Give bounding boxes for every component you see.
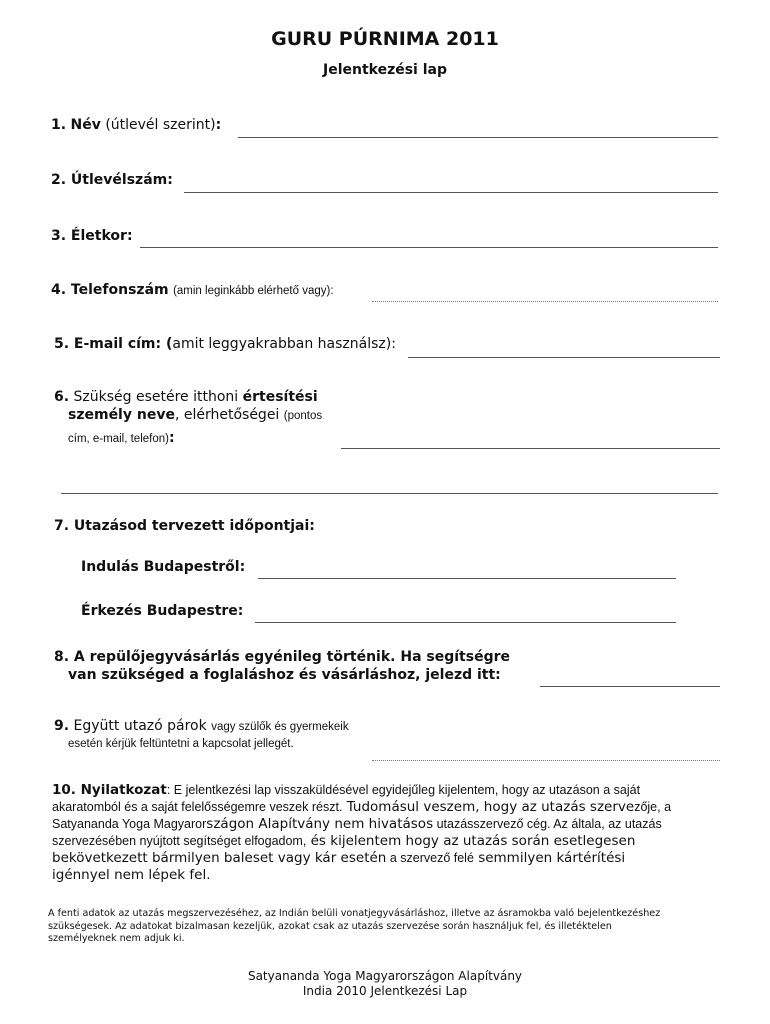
q7-departure-field[interactable] <box>258 578 676 579</box>
q3-label: 3. Életkor: <box>51 228 133 244</box>
footer <box>0 969 770 999</box>
q6-contact-field[interactable] <box>341 448 720 449</box>
q5-email-field[interactable] <box>408 357 720 358</box>
q1-label: 1. Név (útlevél szerint): <box>51 117 222 133</box>
q9-line2: esetén kérjük feltüntetni a kapcsolat jellegét. <box>68 738 294 750</box>
q8-line1: 8. A repülőjegyvásárlás egyénileg történik. Ha segítségre <box>54 649 510 665</box>
footer-doc: India 2010 Jelentkezési Lap <box>302 984 468 998</box>
q8-line2: van szükséged a foglaláshoz és vásárláshoz, jelezd itt: <box>68 667 501 683</box>
q1-name-field[interactable] <box>238 137 718 138</box>
q2-passport-field[interactable] <box>184 192 718 193</box>
q7-arrival-field[interactable] <box>255 622 676 623</box>
page-title: GURU PÚRNIMA 2011 <box>271 28 499 50</box>
q5-label: 5. E-mail cím: (amit leggyakrabban használsz): <box>54 336 396 352</box>
q9-companion-field[interactable] <box>372 760 720 761</box>
q4-label: 4. Telefonszám (amin leginkább elérhető vagy): <box>51 282 334 298</box>
q3-age-field[interactable] <box>140 247 718 248</box>
q4-phone-field[interactable] <box>372 301 718 302</box>
q9-line1: 9. Együtt utazó párok vagy szülők és gyermekeik <box>54 718 349 734</box>
q6-line2: személy neve, elérhetőségei (pontos <box>68 407 323 423</box>
q7-departure-label: Indulás Budapestről: <box>81 559 246 575</box>
q6-line3: cím, e-mail, telefon): <box>68 430 175 446</box>
privacy-notice: A fenti adatok az utazás megszervezéséhez, az Indián belüli vonatjegyvásárláshoz, illetve az ásramokba való bejelentkezéshez szükségesek. Az adatokat bizalmasan kezeljük, azokat csak az utazás szervezése során használjuk fel, és illetéktelen személyeknek nem adjuk ki. <box>48 908 661 944</box>
q6-line1: 6. Szükség esetére itthoni értesítési <box>54 389 318 405</box>
q7-arrival-label: Érkezés Budapestre: <box>81 603 244 619</box>
page-subtitle: Jelentkezési lap <box>322 62 447 78</box>
q8-booking-field[interactable] <box>540 686 720 687</box>
q7-label: 7. Utazásod tervezett időpontjai: <box>54 518 315 534</box>
q2-label: 2. Útlevélszám: <box>51 172 173 188</box>
q6-contact-field-2[interactable] <box>61 493 718 494</box>
footer-org: Satyananda Yoga Magyarországon Alapítvány <box>247 969 523 983</box>
q10-declaration: 10. Nyilatkozat: E jelentkezési lap visszaküldésével egyidejűleg kijelentem, hogy az utazáson a saját akaratomból és a saját felelősségemre veszek részt. Tudomásul veszem, hogy az utazás szervezője, a Satyananda Yoga Magyarországon Alapítvány nem hivatásos utazásszervező cég. Az általa, az utazás szervezésében nyújtott segítséget elfogadom, és kijelentem hogy az utazás során esetlegesen bekövetkezett bármilyen baleset vagy kár esetén a szervező felé semmilyen kártérítési igénnyel nem lépek fel. <box>52 782 672 883</box>
